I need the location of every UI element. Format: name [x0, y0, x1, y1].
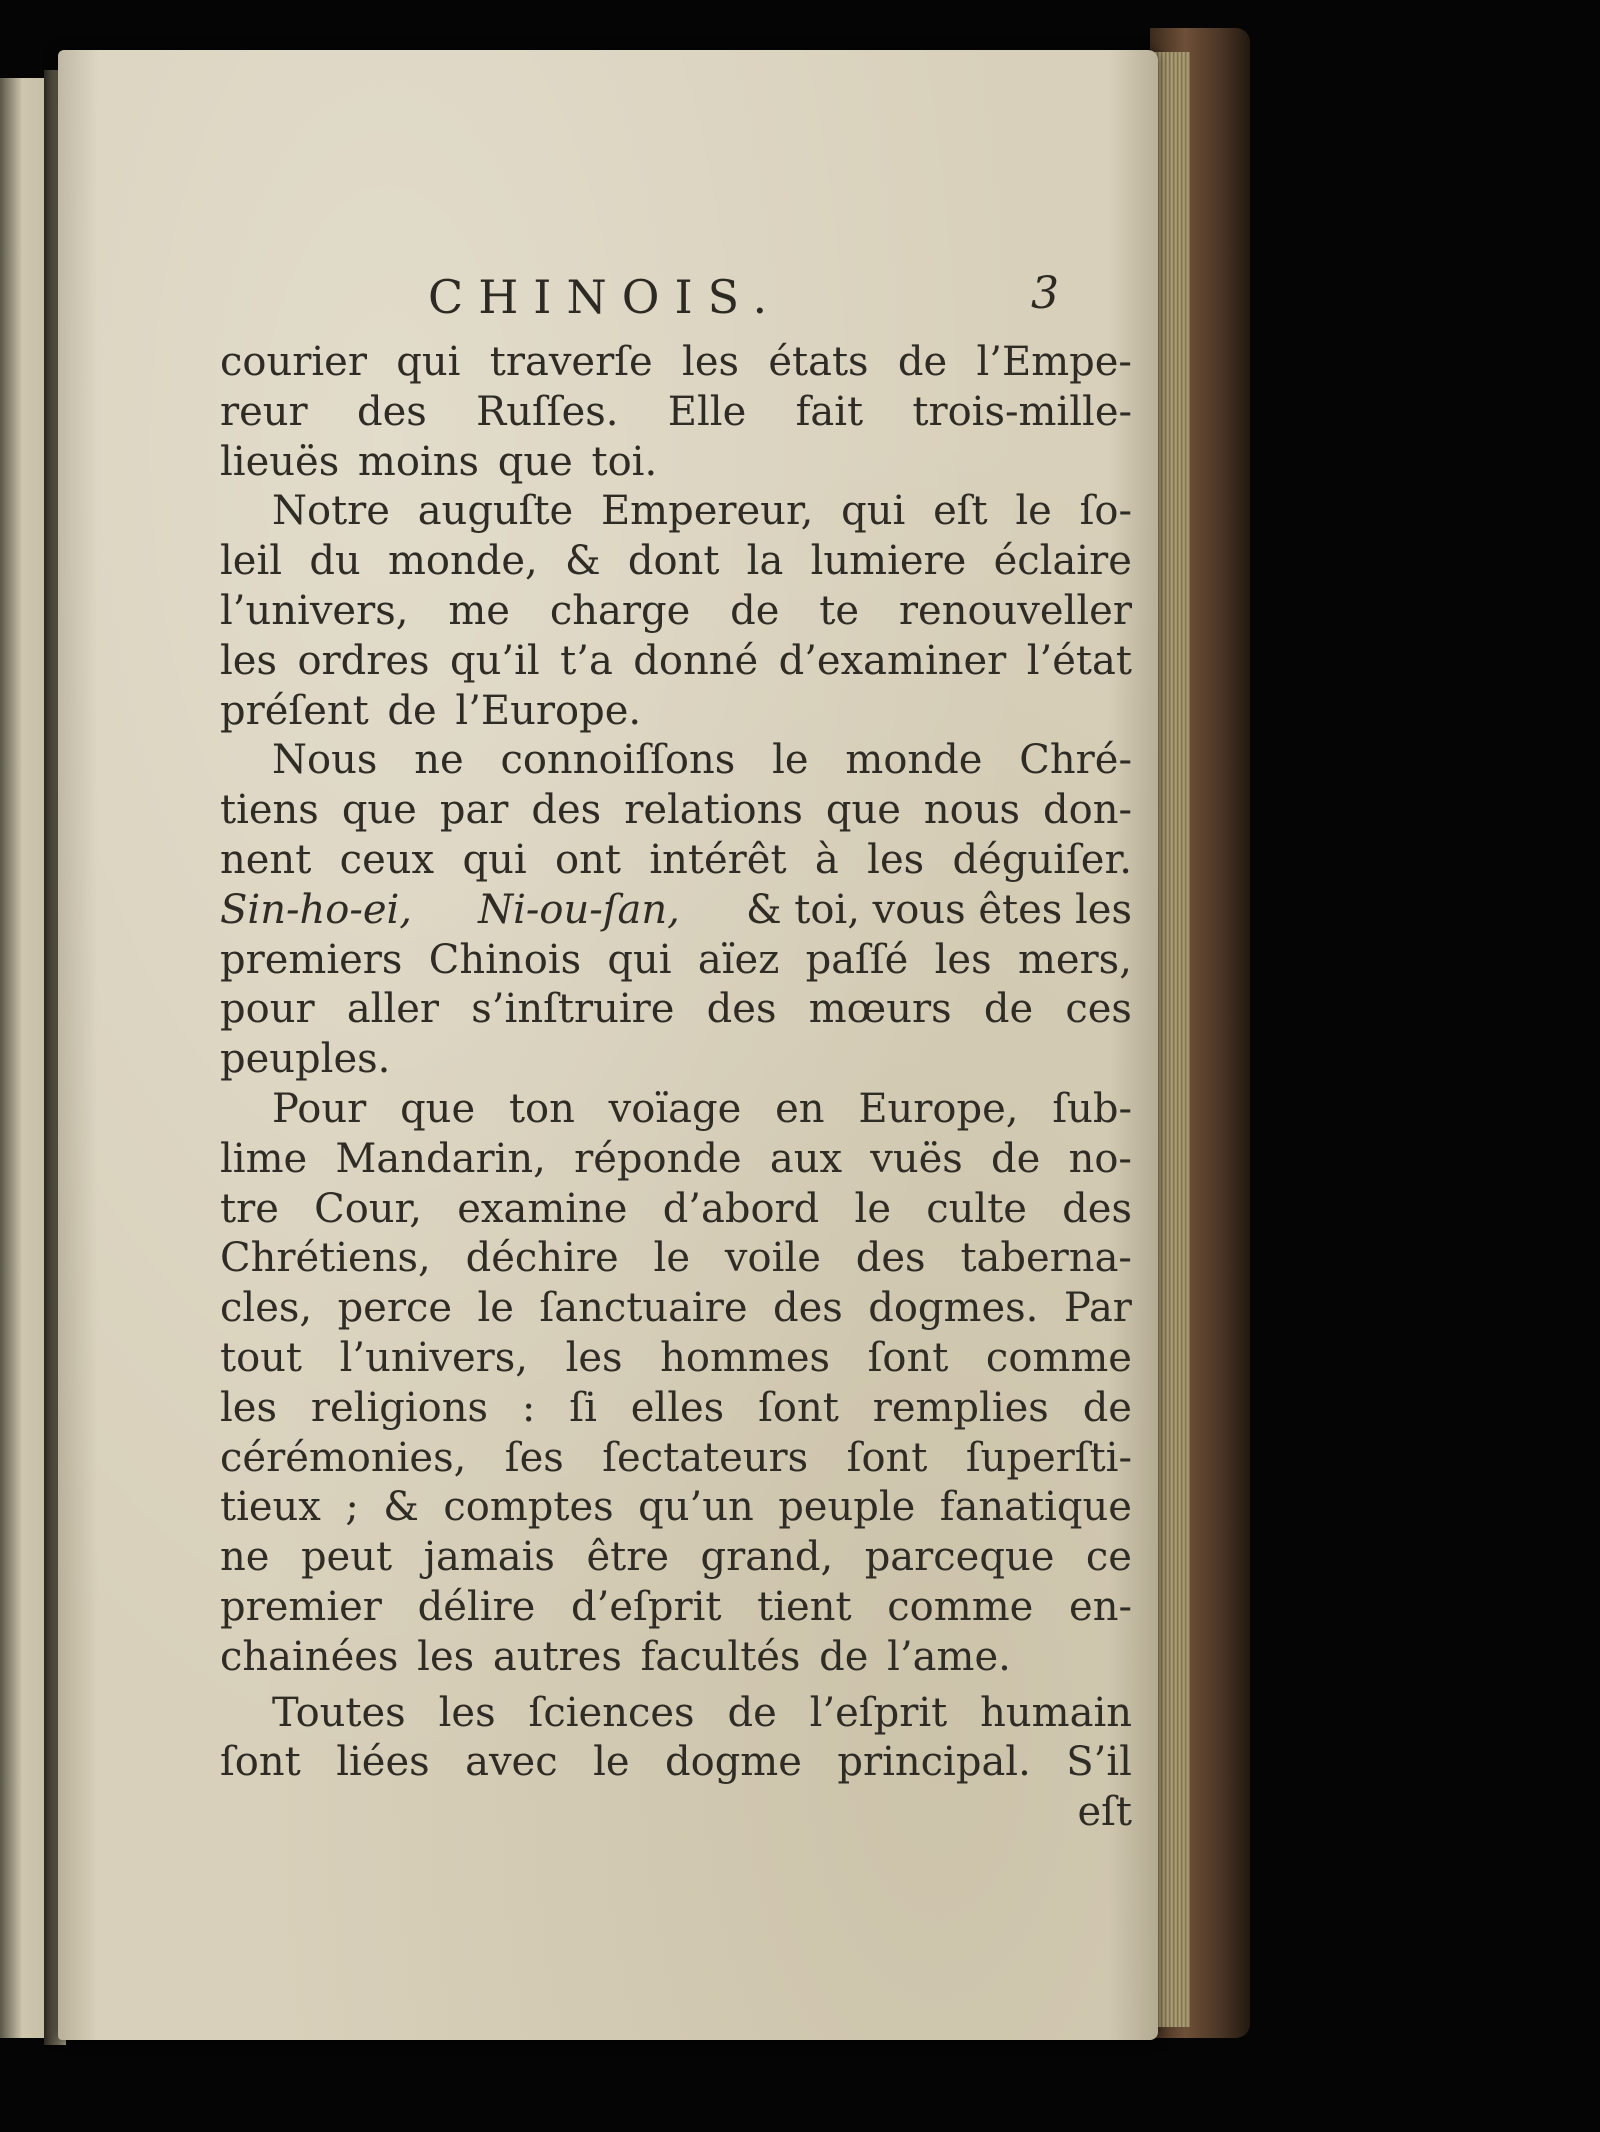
- body-text: [220, 338, 1132, 1838]
- word: de: [991, 1135, 1041, 1182]
- text-line: [220, 1583, 1132, 1633]
- word: don-: [1043, 787, 1132, 834]
- text-line: [220, 985, 1132, 1035]
- text-line-with-names: [220, 886, 1132, 936]
- word: en-: [1069, 1583, 1132, 1630]
- word: Toutes: [272, 1689, 406, 1736]
- word: tre: [220, 1185, 279, 1232]
- word: Par: [1063, 1285, 1132, 1332]
- word: fait: [795, 388, 864, 435]
- word: comme: [887, 1583, 1034, 1630]
- word: les: [220, 637, 277, 684]
- word: ce: [1085, 1534, 1132, 1581]
- word: qui: [841, 488, 906, 535]
- word: mœurs: [808, 986, 952, 1033]
- word: ſciences: [528, 1689, 695, 1736]
- word: par: [439, 787, 509, 834]
- word: peuple: [778, 1484, 916, 1531]
- word: intérêt: [649, 836, 787, 883]
- running-head: CHINOIS.: [428, 270, 783, 324]
- word: aux: [769, 1135, 843, 1182]
- word: lime: [220, 1135, 308, 1182]
- word: dogmes.: [868, 1285, 1039, 1332]
- word: ne: [220, 1534, 270, 1581]
- word: Nous: [272, 737, 378, 784]
- word: fanatique: [939, 1484, 1132, 1531]
- word: S’il: [1066, 1739, 1132, 1786]
- word: aller: [346, 986, 440, 1033]
- text-line: [220, 487, 1132, 537]
- word: aïez: [697, 936, 780, 983]
- word: ſes: [504, 1434, 564, 1481]
- word: les: [934, 936, 992, 983]
- word: en: [775, 1085, 825, 1132]
- chinese-name: Sin-ho-ei,: [220, 886, 413, 933]
- word: eſt: [933, 488, 988, 535]
- word: courier: [220, 339, 367, 385]
- word: le: [854, 1185, 891, 1232]
- text-line: [220, 1434, 1132, 1484]
- word: relations: [624, 787, 803, 834]
- word: qui: [607, 936, 672, 983]
- word: des: [356, 388, 427, 435]
- word: premier: [220, 1583, 382, 1630]
- word: pour: [220, 986, 315, 1033]
- word: que: [825, 787, 901, 834]
- text-line: [220, 1384, 1132, 1434]
- word: vuës: [870, 1135, 963, 1182]
- word: à: [814, 836, 839, 883]
- word: mers,: [1017, 936, 1132, 983]
- word: ne: [414, 737, 464, 784]
- word: de: [983, 986, 1034, 1033]
- word: qu’il: [450, 637, 540, 684]
- word: taberna-: [960, 1235, 1132, 1282]
- word: monde: [845, 737, 983, 784]
- word: des: [772, 1285, 843, 1332]
- word: ſo-: [1079, 488, 1132, 535]
- word: les: [565, 1334, 623, 1381]
- word: que: [400, 1085, 476, 1132]
- text-line: [220, 1085, 1132, 1135]
- word: liées: [336, 1739, 430, 1786]
- text-line: [220, 1284, 1132, 1334]
- word: lumiere: [810, 538, 967, 585]
- word: ordres: [297, 637, 430, 684]
- word: paſſé: [805, 936, 909, 983]
- word: t’a: [560, 637, 613, 684]
- text-line: [220, 1334, 1132, 1384]
- text-line: [220, 587, 1132, 637]
- word: Chrétiens,: [220, 1235, 431, 1282]
- word: Chré-: [1019, 737, 1132, 784]
- word: premiers: [220, 936, 403, 983]
- word: la: [746, 538, 784, 585]
- word: les: [220, 1384, 277, 1431]
- word: cérémonies,: [220, 1434, 467, 1481]
- text-line: [220, 637, 1132, 687]
- word: être: [586, 1534, 670, 1581]
- word: elles: [630, 1384, 725, 1431]
- word: no-: [1068, 1135, 1132, 1182]
- word: dont: [627, 538, 720, 585]
- word: des: [855, 1235, 926, 1282]
- word: &: [565, 538, 601, 585]
- word: l’univers,: [339, 1334, 529, 1381]
- word: &: [383, 1484, 419, 1531]
- word: ceux: [339, 836, 435, 883]
- word: de: [897, 339, 948, 385]
- word: déchire: [465, 1235, 619, 1282]
- word: le: [772, 737, 809, 784]
- word: ſanctuaire: [539, 1285, 748, 1332]
- word: ſont: [220, 1739, 301, 1786]
- word: de: [1082, 1384, 1132, 1431]
- word: ton: [508, 1085, 575, 1132]
- word: monde,: [387, 538, 538, 585]
- word: les: [682, 339, 740, 385]
- book-page: [58, 50, 1158, 2040]
- word: délire: [417, 1583, 536, 1630]
- text-line: peuples.: [220, 1036, 391, 1083]
- word: Empereur,: [600, 488, 814, 535]
- word: charge: [549, 587, 691, 634]
- word: d’abord: [662, 1185, 820, 1232]
- word: leil: [220, 538, 283, 585]
- text-line: [220, 736, 1132, 786]
- word: comptes: [443, 1484, 614, 1531]
- word: humain: [980, 1689, 1132, 1736]
- word: s’inſtruire: [471, 986, 675, 1033]
- word: Ruſſes.: [476, 388, 619, 435]
- word: le: [477, 1285, 514, 1332]
- word: l’état: [1026, 637, 1132, 684]
- text-line: [220, 936, 1132, 986]
- word: voile: [724, 1235, 821, 1282]
- word: ſont: [846, 1434, 928, 1481]
- chinese-name: Ni-ou-ſan,: [478, 886, 680, 933]
- word: te: [819, 587, 860, 634]
- word: déguiſer.: [952, 836, 1132, 883]
- word: ſi: [569, 1384, 597, 1431]
- word: tiens: [220, 787, 319, 834]
- word: remplies: [872, 1384, 1049, 1431]
- word: que: [341, 787, 417, 834]
- word: Elle: [667, 388, 747, 435]
- word: perce: [337, 1285, 453, 1332]
- text-line: [220, 537, 1132, 587]
- text-line: préſent de l’Europe.: [220, 687, 642, 734]
- word: connoiſſons: [500, 737, 736, 784]
- word: l’eſprit: [809, 1689, 948, 1736]
- word: ſont: [867, 1334, 949, 1381]
- word: ſont: [758, 1384, 839, 1431]
- word: Notre: [272, 488, 390, 535]
- word: les: [438, 1689, 496, 1736]
- word: ſectateurs: [602, 1434, 809, 1481]
- text-line: lieuës moins que toi.: [220, 438, 658, 485]
- word: nous: [923, 787, 1021, 834]
- word: tout: [220, 1334, 302, 1381]
- word: Pour: [272, 1085, 367, 1132]
- word: ſub-: [1052, 1085, 1132, 1132]
- word: Cour,: [314, 1185, 422, 1232]
- text-line: [220, 1689, 1132, 1739]
- word: reur: [220, 388, 308, 435]
- text-line: [220, 1135, 1132, 1185]
- word: d’examiner: [778, 637, 1007, 684]
- word: examine: [457, 1185, 628, 1232]
- word: principal.: [837, 1739, 1031, 1786]
- word: traverſe: [489, 339, 653, 385]
- word: peut: [300, 1534, 393, 1581]
- word: voïage: [608, 1085, 742, 1132]
- word: ſuperſti-: [965, 1434, 1132, 1481]
- word: Europe,: [858, 1085, 1019, 1132]
- text-line: [220, 786, 1132, 836]
- text-line: [220, 338, 1132, 388]
- word: avec: [465, 1739, 558, 1786]
- word: culte: [926, 1185, 1027, 1232]
- text-line: [220, 1533, 1132, 1583]
- word: les: [867, 836, 925, 883]
- word: des: [1062, 1185, 1132, 1232]
- word: trois-mille-: [912, 388, 1132, 435]
- word: hommes: [660, 1334, 831, 1381]
- text-line: [220, 1185, 1132, 1235]
- word: Chinois: [428, 936, 582, 983]
- word: me: [448, 587, 510, 634]
- word: états: [768, 339, 869, 385]
- word: nent: [220, 836, 312, 883]
- page-header: [58, 270, 1158, 330]
- word: d’eſprit: [571, 1583, 722, 1630]
- text-line: chainées les autres facultés de l’ame.: [220, 1633, 1011, 1680]
- word: parceque: [864, 1534, 1055, 1581]
- word: ces: [1065, 986, 1132, 1033]
- text-line: [220, 1738, 1132, 1788]
- word: réponde: [574, 1135, 742, 1182]
- text-line: [220, 388, 1132, 438]
- word: qui: [396, 339, 461, 385]
- word: renouveller: [898, 587, 1132, 634]
- word: le: [1015, 488, 1052, 535]
- word: donné: [633, 637, 759, 684]
- word: l’univers,: [220, 587, 409, 634]
- word: des: [706, 986, 777, 1033]
- word: ;: [345, 1484, 359, 1531]
- word: cles,: [220, 1285, 313, 1332]
- word: :: [521, 1384, 536, 1431]
- page-number: 3: [1031, 268, 1059, 319]
- word: de: [730, 587, 780, 634]
- word: le: [653, 1235, 691, 1282]
- word: ont: [555, 836, 621, 883]
- word: jamais: [423, 1534, 555, 1581]
- word: de: [727, 1689, 777, 1736]
- word: qui: [462, 836, 527, 883]
- text-fragment: & toi, vous êtes les: [745, 886, 1132, 933]
- word: Mandarin,: [335, 1135, 546, 1182]
- word: grand,: [700, 1534, 834, 1581]
- word: le: [593, 1739, 630, 1786]
- word: du: [309, 538, 361, 585]
- word: des: [531, 787, 602, 834]
- text-line: [220, 836, 1132, 886]
- catchword: eſt: [1077, 1789, 1132, 1836]
- word: auguſte: [417, 488, 574, 535]
- word: éclaire: [993, 538, 1132, 585]
- text-line: [220, 1483, 1132, 1533]
- text-line: [220, 1234, 1132, 1284]
- word: comme: [985, 1334, 1132, 1381]
- word: tient: [757, 1583, 852, 1630]
- word: religions: [310, 1384, 489, 1431]
- word: l’Empe-: [976, 339, 1132, 385]
- word: tieux: [220, 1484, 321, 1531]
- word: qu’un: [638, 1484, 754, 1531]
- word: dogme: [665, 1739, 802, 1786]
